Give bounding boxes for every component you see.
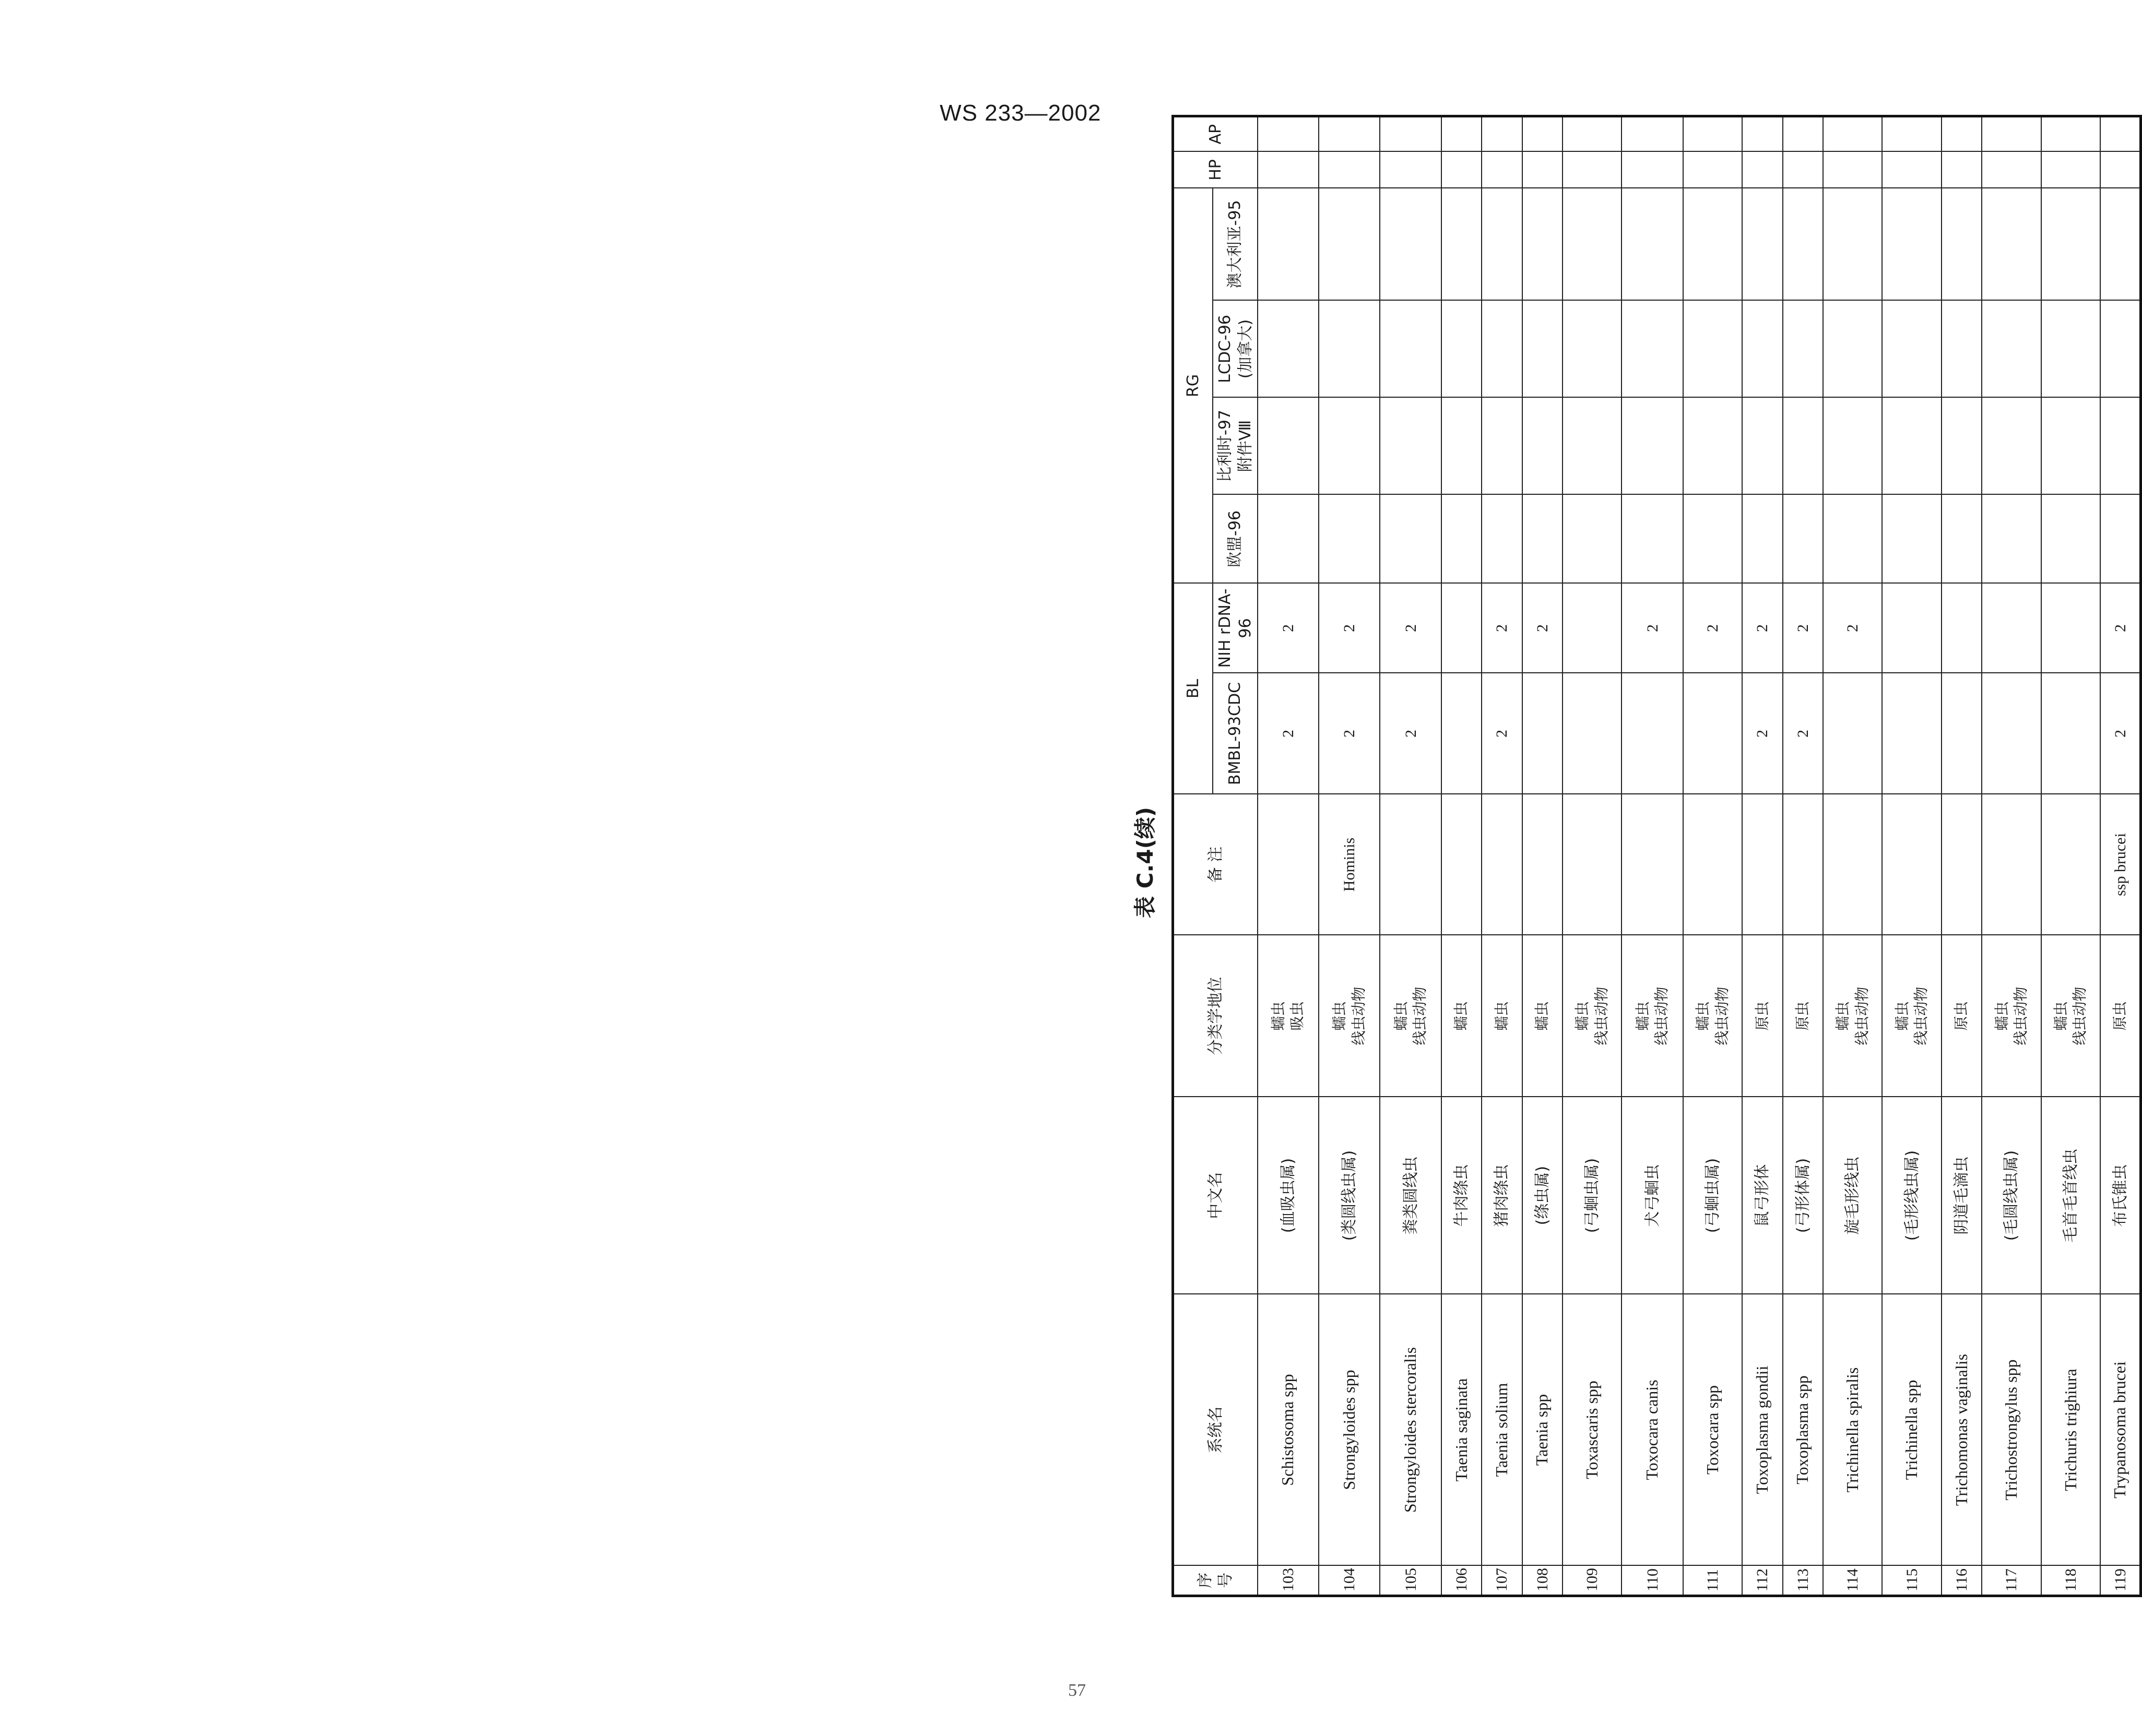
row-number: 106: [1441, 1566, 1482, 1596]
rg-au-value: [1622, 188, 1683, 300]
hp-value: [1319, 151, 1380, 188]
hp-value: [1482, 151, 1522, 188]
rg-eu-value: [1823, 494, 1882, 583]
rg-lcdc-value: [1258, 300, 1319, 397]
bl-bmbl-value: [1563, 673, 1622, 794]
rg-be-value: [1441, 397, 1482, 494]
row-number: 103: [1258, 1566, 1319, 1596]
chinese-name: (毛圆线虫属): [1982, 1097, 2041, 1294]
rg-eu-value: [1683, 494, 1742, 583]
table-row: [1380, 116, 1441, 1596]
bl-nih-value: 2: [1319, 583, 1380, 673]
bl-bmbl-value: [2041, 673, 2100, 794]
col-header-no: 序号: [1173, 1566, 1258, 1596]
note: [1783, 794, 1823, 935]
table-row: [1742, 116, 1782, 1596]
table-row: [2041, 116, 2100, 1596]
parasite-classification-table: [1171, 115, 2142, 1597]
rg-be-value: [1982, 397, 2041, 494]
hp-value: [2041, 151, 2100, 188]
chinese-name: 旋毛形线虫: [1823, 1097, 1882, 1294]
row-number: 119: [2100, 1566, 2140, 1596]
col-header-hp: HP: [1173, 151, 1258, 188]
chinese-name: 布氏锥虫: [2100, 1097, 2140, 1294]
note: [1622, 794, 1683, 935]
rg-au-value: [1783, 188, 1823, 300]
rotated-table-block: [1116, 124, 2129, 1597]
note: [1563, 794, 1622, 935]
rg-au-value: [1482, 188, 1522, 300]
note: [1380, 794, 1441, 935]
rg-be-value: [2100, 397, 2140, 494]
scientific-name: Trichinella spiralis: [1823, 1294, 1882, 1566]
rg-be-value: [1742, 397, 1782, 494]
taxonomy: 蠕虫 线虫动物: [1823, 935, 1882, 1097]
bl-nih-value: 2: [1823, 583, 1882, 673]
scientific-name: Trichuris trighiura: [2041, 1294, 2100, 1566]
scientific-name: Trichostrongylus spp: [1982, 1294, 2041, 1566]
chinese-name: (毛形线虫属): [1882, 1097, 1941, 1294]
scientific-name: Toxoplasma spp: [1783, 1294, 1823, 1566]
rg-lcdc-value: [1742, 300, 1782, 397]
chinese-name: (弓蛔虫属): [1563, 1097, 1622, 1294]
chinese-name: 鼠弓形体: [1742, 1097, 1782, 1294]
rg-lcdc-value: [1783, 300, 1823, 397]
table-row: [1319, 116, 1380, 1596]
note: [2041, 794, 2100, 935]
chinese-name: (弓蛔虫属): [1683, 1097, 1742, 1294]
hp-value: [1882, 151, 1941, 188]
rg-be-value: [1622, 397, 1683, 494]
ap-value: [1258, 116, 1319, 151]
hp-value: [1823, 151, 1882, 188]
rg-eu-value: [1882, 494, 1941, 583]
rg-be-value: [1258, 397, 1319, 494]
rg-lcdc-value: [1563, 300, 1622, 397]
taxonomy: 蠕虫 线虫动物: [1319, 935, 1380, 1097]
row-number: 110: [1622, 1566, 1683, 1596]
rg-au-value: [1441, 188, 1482, 300]
row-number: 108: [1522, 1566, 1563, 1596]
bl-bmbl-value: [1522, 673, 1563, 794]
ap-value: [1882, 116, 1941, 151]
taxonomy: 原虫: [1783, 935, 1823, 1097]
note: [1982, 794, 2041, 935]
rg-au-value: [1319, 188, 1380, 300]
rg-lcdc-value: [1683, 300, 1742, 397]
ap-value: [1683, 116, 1742, 151]
taxonomy: 蠕虫 线虫动物: [1380, 935, 1441, 1097]
ap-value: [2100, 116, 2140, 151]
col-header-rg-au: 澳大利亚-95: [1213, 188, 1258, 300]
rg-lcdc-value: [1622, 300, 1683, 397]
taxonomy: 原虫: [1942, 935, 1982, 1097]
rg-be-value: [1522, 397, 1563, 494]
page-number: 57: [1068, 1681, 1086, 1700]
row-number: 105: [1380, 1566, 1441, 1596]
rg-lcdc-value: [1441, 300, 1482, 397]
row-number: 118: [2041, 1566, 2100, 1596]
bl-nih-value: 2: [1482, 583, 1522, 673]
rg-au-value: [1823, 188, 1882, 300]
taxonomy: 原虫: [1742, 935, 1782, 1097]
col-header-taxonomy: 分类学地位: [1173, 935, 1258, 1097]
rg-au-value: [1380, 188, 1441, 300]
hp-value: [1522, 151, 1563, 188]
bl-nih-value: 2: [1380, 583, 1441, 673]
table-row: [1882, 116, 1941, 1596]
ap-value: [1482, 116, 1522, 151]
hp-value: [1380, 151, 1441, 188]
bl-bmbl-value: [1622, 673, 1683, 794]
chinese-name: 猪肉绦虫: [1482, 1097, 1522, 1294]
rg-au-value: [1742, 188, 1782, 300]
col-header-rg-eu: 欧盟-96: [1213, 494, 1258, 583]
rg-eu-value: [1380, 494, 1441, 583]
bl-bmbl-value: 2: [1482, 673, 1522, 794]
scientific-name: Taenia saginata: [1441, 1294, 1482, 1566]
bl-bmbl-value: 2: [1258, 673, 1319, 794]
ap-value: [1783, 116, 1823, 151]
hp-value: [1441, 151, 1482, 188]
bl-bmbl-value: [1823, 673, 1882, 794]
row-number: 115: [1882, 1566, 1941, 1596]
bl-nih-value: 2: [2100, 583, 2140, 673]
bl-nih-value: 2: [1742, 583, 1782, 673]
bl-nih-value: [1563, 583, 1622, 673]
note: [1942, 794, 1982, 935]
bl-bmbl-value: [1882, 673, 1941, 794]
ap-value: [1380, 116, 1441, 151]
table-row: [1942, 116, 1982, 1596]
chinese-name: (类圆线虫属): [1319, 1097, 1380, 1294]
rg-be-value: [1563, 397, 1622, 494]
chinese-name: 牛肉绦虫: [1441, 1097, 1482, 1294]
bl-bmbl-value: 2: [2100, 673, 2140, 794]
chinese-name: (弓形体属): [1783, 1097, 1823, 1294]
bl-nih-value: [1942, 583, 1982, 673]
rg-be-value: [1482, 397, 1522, 494]
scientific-name: Schistosoma spp: [1258, 1294, 1319, 1566]
taxonomy: 蠕虫 线虫动物: [1622, 935, 1683, 1097]
row-number: 116: [1942, 1566, 1982, 1596]
rg-eu-value: [2041, 494, 2100, 583]
ap-value: [1319, 116, 1380, 151]
col-header-bl-bmbl: BMBL-93CDC: [1213, 673, 1258, 794]
col-header-cn-name: 中文名: [1173, 1097, 1258, 1294]
hp-value: [1982, 151, 2041, 188]
bl-nih-value: 2: [1258, 583, 1319, 673]
bl-bmbl-value: 2: [1742, 673, 1782, 794]
scientific-name: Trichomonas vaginalis: [1942, 1294, 1982, 1566]
bl-bmbl-value: [1942, 673, 1982, 794]
table-row: [1563, 116, 1622, 1596]
ap-value: [1441, 116, 1482, 151]
rg-au-value: [2100, 188, 2140, 300]
taxonomy: 蠕虫: [1441, 935, 1482, 1097]
hp-value: [1683, 151, 1742, 188]
rg-lcdc-value: [1522, 300, 1563, 397]
bl-bmbl-value: [1683, 673, 1742, 794]
rg-lcdc-value: [2041, 300, 2100, 397]
note: ssp brucei: [2100, 794, 2140, 935]
bl-nih-value: 2: [1683, 583, 1742, 673]
rg-be-value: [1380, 397, 1441, 494]
rg-eu-value: [2100, 494, 2140, 583]
scientific-name: Trichinella spp: [1882, 1294, 1941, 1566]
taxonomy: 蠕虫 线虫动物: [1683, 935, 1742, 1097]
chinese-name: 粪类圆线虫: [1380, 1097, 1441, 1294]
chinese-name: 阴道毛滴虫: [1942, 1097, 1982, 1294]
rg-lcdc-value: [1982, 300, 2041, 397]
table-row: [1823, 116, 1882, 1596]
row-number: 117: [1982, 1566, 2041, 1596]
row-number: 114: [1823, 1566, 1882, 1596]
scientific-name: Taenia spp: [1522, 1294, 1563, 1566]
taxonomy: 蠕虫: [1522, 935, 1563, 1097]
rg-eu-value: [1441, 494, 1482, 583]
row-number: 107: [1482, 1566, 1522, 1596]
rg-au-value: [1258, 188, 1319, 300]
table-row: [1683, 116, 1742, 1596]
rg-eu-value: [1942, 494, 1982, 583]
row-number: 111: [1683, 1566, 1742, 1596]
row-number: 109: [1563, 1566, 1622, 1596]
rg-eu-value: [1563, 494, 1622, 583]
table-row: [2100, 116, 2140, 1596]
scientific-name: Toxocara canis: [1622, 1294, 1683, 1566]
bl-bmbl-value: 2: [1319, 673, 1380, 794]
rg-lcdc-value: [1482, 300, 1522, 397]
table-row: [1982, 116, 2041, 1596]
rg-be-value: [1683, 397, 1742, 494]
rg-lcdc-value: [1319, 300, 1380, 397]
rg-be-value: [1882, 397, 1941, 494]
bl-nih-value: [1982, 583, 2041, 673]
chinese-name: 毛首毛首线虫: [2041, 1097, 2100, 1294]
hp-value: [1622, 151, 1683, 188]
rg-lcdc-value: [2100, 300, 2140, 397]
chinese-name: (血吸虫属): [1258, 1097, 1319, 1294]
rg-au-value: [1563, 188, 1622, 300]
note: [1482, 794, 1522, 935]
row-number: 104: [1319, 1566, 1380, 1596]
table-row: [1783, 116, 1823, 1596]
taxonomy: 原虫: [2100, 935, 2140, 1097]
table-caption: 表 C.4(续): [1132, 807, 1158, 919]
ap-value: [1942, 116, 1982, 151]
note: [1683, 794, 1742, 935]
rg-lcdc-value: [1942, 300, 1982, 397]
ap-value: [1823, 116, 1882, 151]
table-row: [1482, 116, 1522, 1596]
hp-value: [1783, 151, 1823, 188]
rg-be-value: [1783, 397, 1823, 494]
rg-be-value: [2041, 397, 2100, 494]
row-number: 113: [1783, 1566, 1823, 1596]
note: [1522, 794, 1563, 935]
taxonomy: 蠕虫 吸虫: [1258, 935, 1319, 1097]
rg-au-value: [1522, 188, 1563, 300]
taxonomy: 蠕虫: [1482, 935, 1522, 1097]
scientific-name: Strongyloides spp: [1319, 1294, 1380, 1566]
rg-be-value: [1319, 397, 1380, 494]
rg-au-value: [1683, 188, 1742, 300]
hp-value: [1942, 151, 1982, 188]
rg-au-value: [1882, 188, 1941, 300]
ap-value: [1563, 116, 1622, 151]
hp-value: [2100, 151, 2140, 188]
rg-eu-value: [1482, 494, 1522, 583]
scientific-name: Strongyloides stercoralis: [1380, 1294, 1441, 1566]
scientific-name: Taenia solium: [1482, 1294, 1522, 1566]
rg-eu-value: [1258, 494, 1319, 583]
bl-nih-value: [2041, 583, 2100, 673]
taxonomy: 蠕虫 线虫动物: [2041, 935, 2100, 1097]
table-row: [1622, 116, 1683, 1596]
table-body: [1258, 116, 2141, 1596]
rg-au-value: [1942, 188, 1982, 300]
hp-value: [1563, 151, 1622, 188]
col-header-rg-be: 比利时-97 附件Ⅷ: [1213, 397, 1258, 494]
hp-value: [1258, 151, 1319, 188]
scientific-name: Toxoplasma gondii: [1742, 1294, 1782, 1566]
taxonomy: 蠕虫 线虫动物: [1982, 935, 2041, 1097]
note: [1882, 794, 1941, 935]
rg-be-value: [1823, 397, 1882, 494]
table-row: [1258, 116, 1319, 1596]
rg-be-value: [1942, 397, 1982, 494]
note: [1258, 794, 1319, 935]
ap-value: [1982, 116, 2041, 151]
rg-au-value: [1982, 188, 2041, 300]
rg-lcdc-value: [1882, 300, 1941, 397]
bl-nih-value: [1882, 583, 1941, 673]
note: Hominis: [1319, 794, 1380, 935]
col-header-bl-nih: NIH rDNA-96: [1213, 583, 1258, 673]
chinese-name: 犬弓蛔虫: [1622, 1097, 1683, 1294]
rg-au-value: [2041, 188, 2100, 300]
scientific-name: Trypanosoma brucei: [2100, 1294, 2140, 1566]
scientific-name: Toxascaris spp: [1563, 1294, 1622, 1566]
rg-eu-value: [1319, 494, 1380, 583]
col-header-rg: RG: [1173, 188, 1213, 583]
rg-lcdc-value: [1380, 300, 1441, 397]
bl-nih-value: 2: [1522, 583, 1563, 673]
bl-bmbl-value: 2: [1380, 673, 1441, 794]
row-number: 112: [1742, 1566, 1782, 1596]
rg-eu-value: [1742, 494, 1782, 583]
bl-bmbl-value: 2: [1783, 673, 1823, 794]
rg-eu-value: [1783, 494, 1823, 583]
ap-value: [1742, 116, 1782, 151]
ap-value: [1622, 116, 1683, 151]
bl-bmbl-value: [1441, 673, 1482, 794]
rg-eu-value: [1982, 494, 2041, 583]
note: [1823, 794, 1882, 935]
table-row: [1441, 116, 1482, 1596]
bl-nih-value: [1441, 583, 1482, 673]
bl-bmbl-value: [1982, 673, 2041, 794]
ap-value: [1522, 116, 1563, 151]
ap-value: [2041, 116, 2100, 151]
taxonomy: 蠕虫 线虫动物: [1563, 935, 1622, 1097]
taxonomy: 蠕虫 线虫动物: [1882, 935, 1941, 1097]
rg-eu-value: [1622, 494, 1683, 583]
hp-value: [1742, 151, 1782, 188]
col-header-bl: BL: [1173, 583, 1213, 794]
rg-eu-value: [1522, 494, 1563, 583]
table-row: [1522, 116, 1563, 1596]
col-header-rg-lcdc: LCDC-96 (加拿大): [1213, 300, 1258, 397]
col-header-note: 备 注: [1173, 794, 1258, 935]
rg-lcdc-value: [1823, 300, 1882, 397]
scientific-name: Toxocara spp: [1683, 1294, 1742, 1566]
note: [1441, 794, 1482, 935]
col-header-sci-name: 系统名: [1173, 1294, 1258, 1566]
bl-nih-value: 2: [1622, 583, 1683, 673]
standard-code: WS 233—2002: [940, 100, 1102, 126]
chinese-name: (绦虫属): [1522, 1097, 1563, 1294]
bl-nih-value: 2: [1783, 583, 1823, 673]
col-header-ap: AP: [1173, 116, 1258, 151]
note: [1742, 794, 1782, 935]
